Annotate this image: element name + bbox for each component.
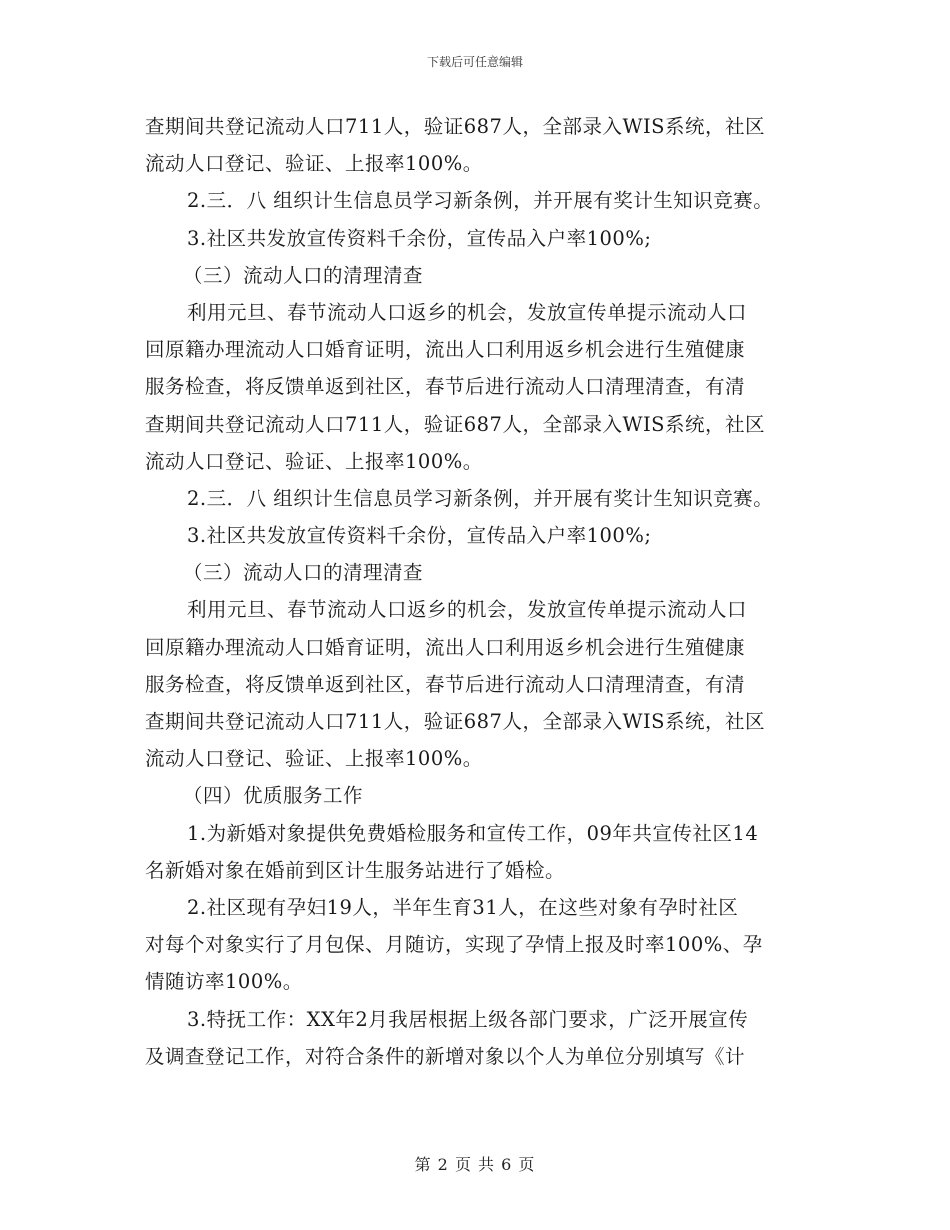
text-line: 查期间共登记流动人口711人，验证687人，全部录入WIS系统，社区 [145, 710, 766, 733]
text-line: 3.社区共发放宣传资料千余份，宣传品入户率100%; [187, 524, 652, 548]
text-line: 利用元旦、春节流动人口返乡的机会，发放宣传单提示流动人口 [187, 300, 748, 324]
text-line: 对每个对象实行了月包保、月随访，实现了孕情上报及时率100%、孕 [145, 933, 763, 957]
section-heading: （三）流动人口的清理清查 [183, 263, 424, 287]
text-line: 查期间共登记流动人口711人，验证687人，全部录入WIS系统，社区 [145, 412, 766, 436]
page-footer: 第 2 页 共 6 页 [414, 1155, 536, 1174]
text-line: 流动人口登记、验证、上报率100%。 [145, 747, 483, 771]
section-heading: （三）流动人口的清理清查 [183, 561, 424, 585]
text-line: 3.社区共发放宣传资料千余份，宣传品入户率100%; [187, 226, 652, 250]
text-line: 1.为新婚对象提供免费婚检服务和宣传工作，09年共宣传社区14 [187, 821, 759, 845]
text-line: 情随访率100%。 [145, 970, 303, 994]
text-line: 流动人口登记、验证、上报率100%。 [145, 449, 483, 473]
section-heading: （四）优质服务工作 [183, 784, 364, 808]
text-line: 服务检查，将反馈单返到社区，春节后进行流动人口清理清查，有清 [145, 672, 746, 696]
text-line: 流动人口登记、验证、上报率100%。 [145, 152, 483, 176]
text-line: 3.特抚工作：XX年2月我居根据上级各部门要求，广泛开展宣传 [187, 1007, 749, 1031]
text-line: 2.三．八 组织计生信息员学习新条例，并开展有奖计生知识竞赛。 [187, 486, 774, 510]
text-line: 2.社区现有孕妇19人，半年生育31人，在这些对象有孕时社区 [187, 895, 739, 919]
text-line: 回原籍办理流动人口婚育证明，流出人口利用返乡机会进行生殖健康 [145, 635, 746, 659]
text-line: 及调查登记工作，对符合条件的新增对象以个人为单位分别填写《计 [145, 1044, 746, 1068]
document-body [145, 108, 825, 1075]
text-line: 查期间共登记流动人口711人，验证687人，全部录入WIS系统，社区 [145, 115, 766, 138]
text-line: 2.三．八 组织计生信息员学习新条例，并开展有奖计生知识竞赛。 [187, 189, 774, 213]
text-line: 回原籍办理流动人口婚育证明，流出人口利用返乡机会进行生殖健康 [145, 338, 746, 362]
page-header: 下载后可任意编辑 [426, 55, 523, 69]
text-line: 利用元旦、春节流动人口返乡的机会，发放宣传单提示流动人口 [187, 598, 748, 622]
text-line: 服务检查，将反馈单返到社区，春节后进行流动人口清理清查，有清 [145, 375, 746, 399]
text-line: 名新婚对象在婚前到区计生服务站进行了婚检。 [145, 858, 566, 882]
